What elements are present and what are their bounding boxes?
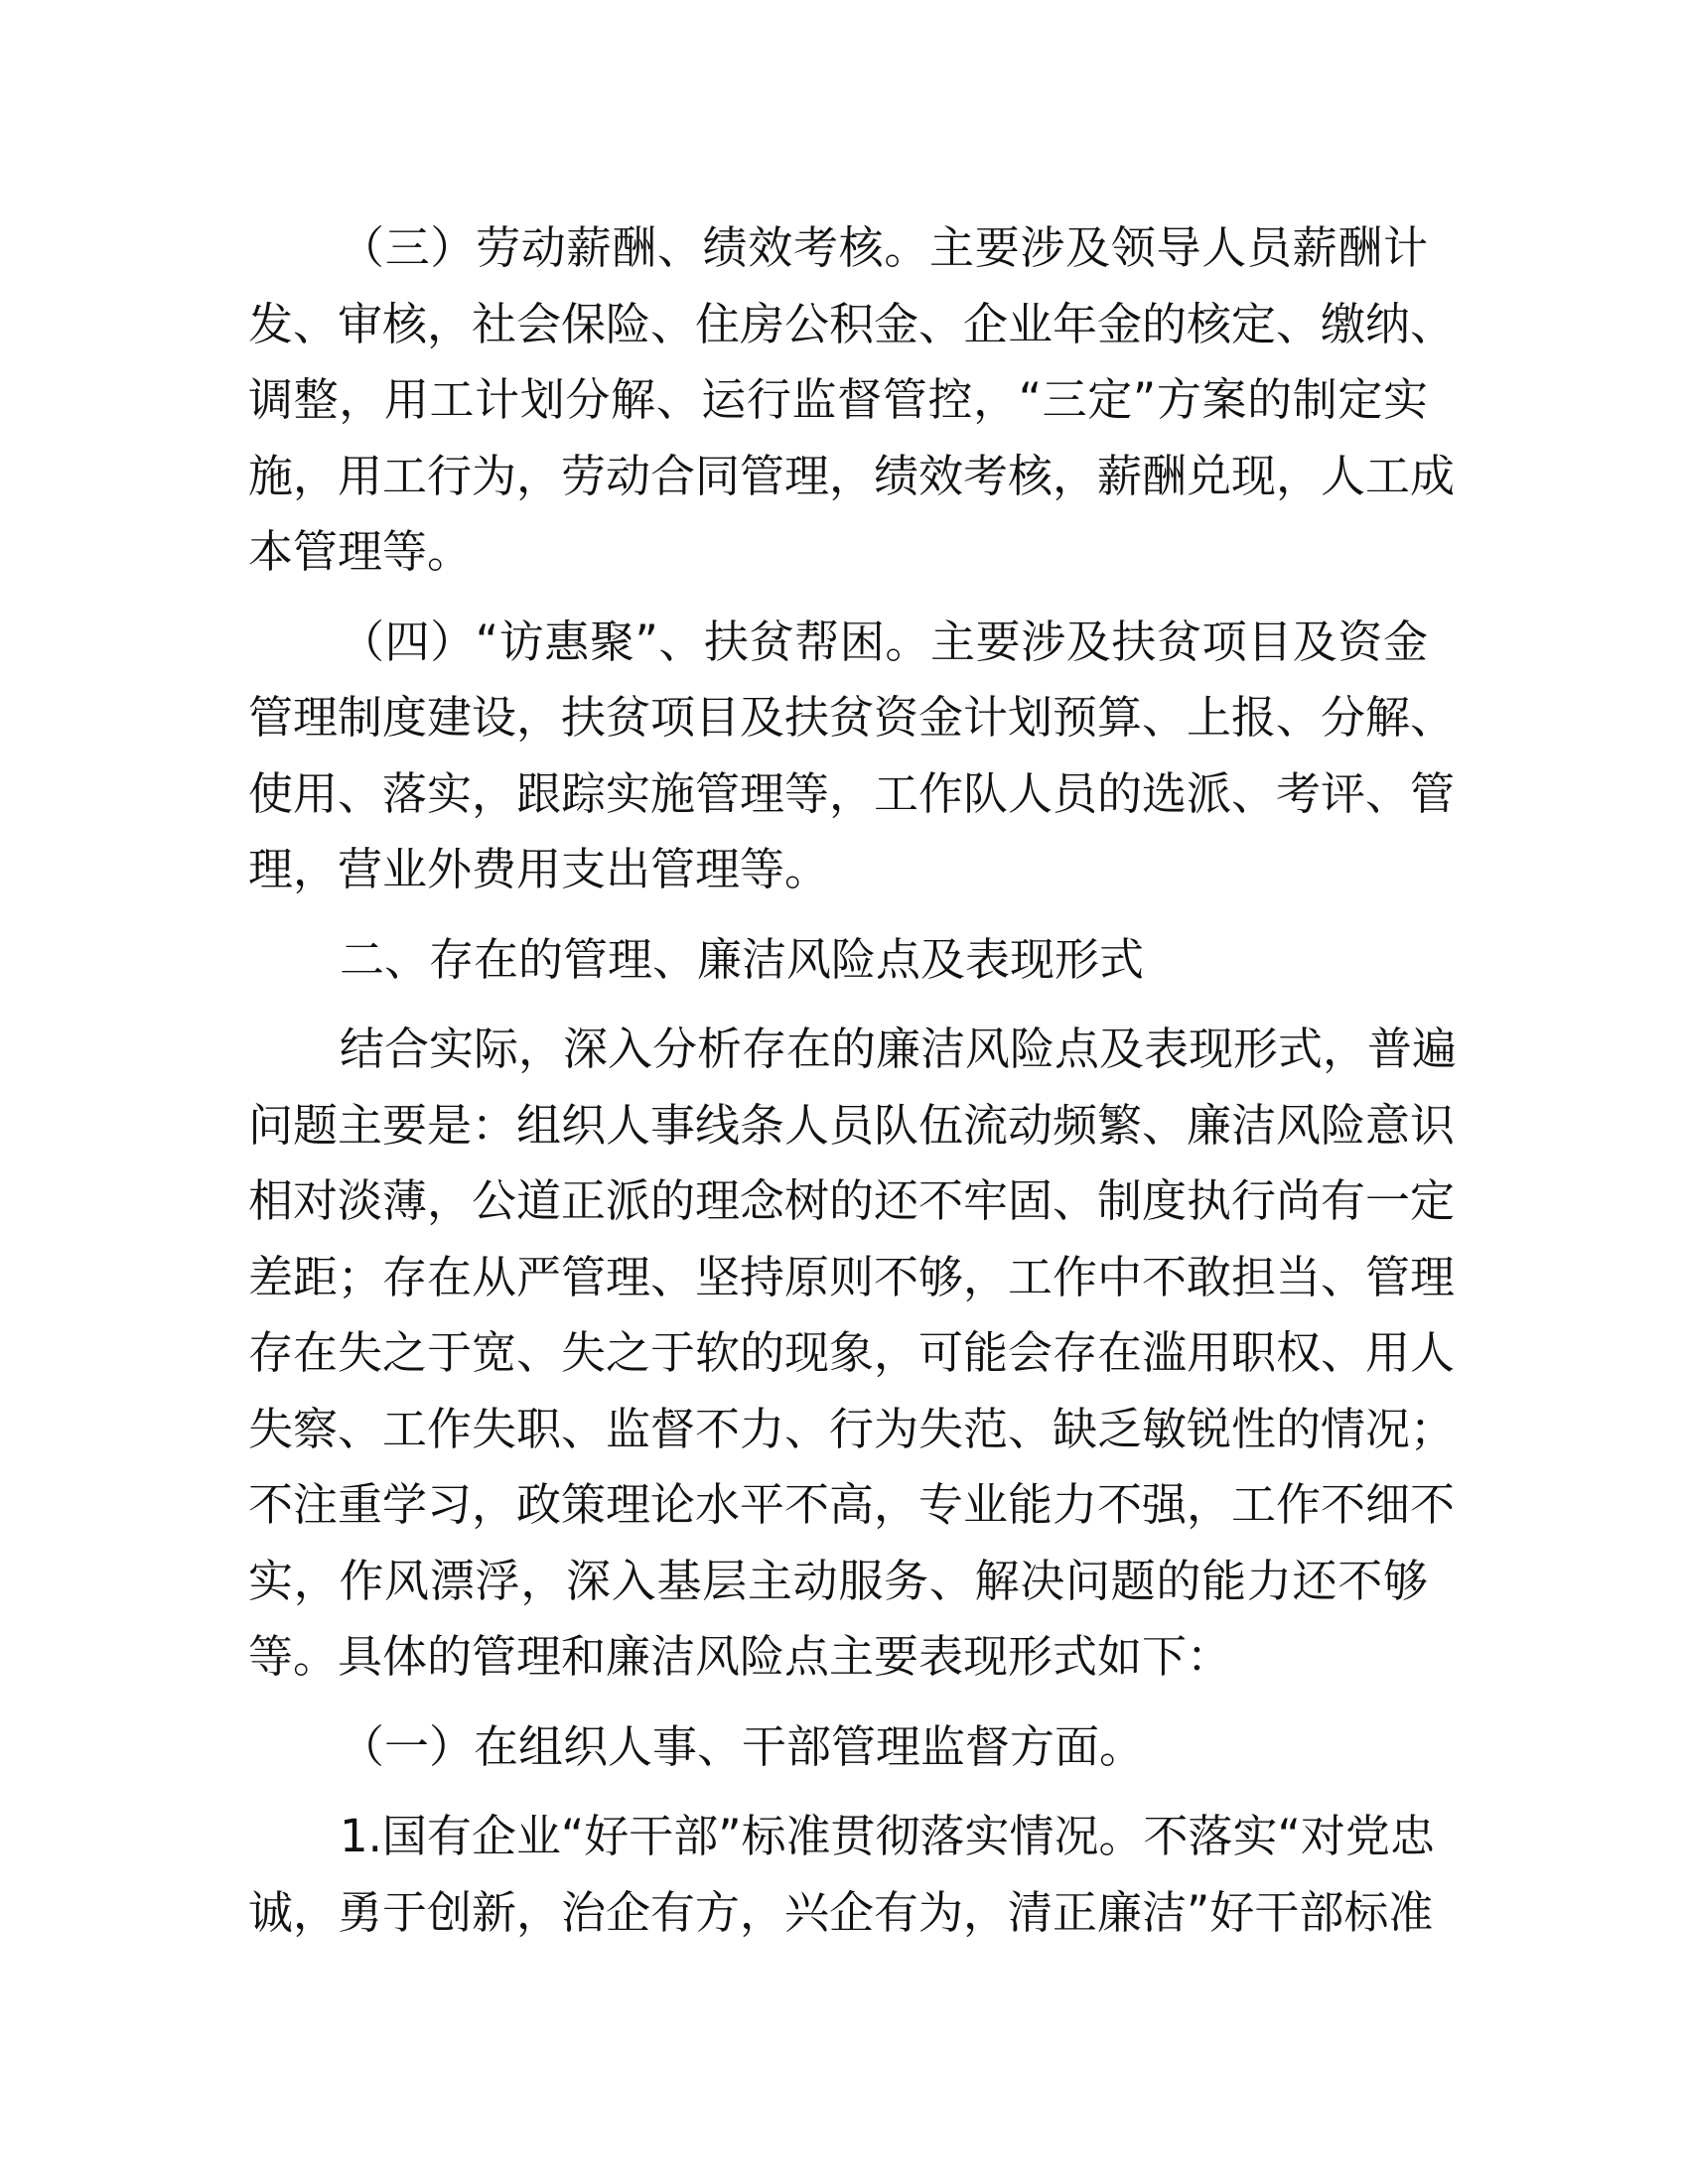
text-line: 调整，用工计划分解、运行监督管控，“三定”方案的制定实 [248,373,1428,426]
text-line: 施，用工行为，劳动合同管理，绩效考核，薪酬兑现，人工成 [248,449,1456,502]
text-line: 实，作风漂浮，深入基层主动服务、解决问题的能力还不够 [248,1554,1428,1607]
text-line: （三）劳动薪酬、绩效考核。主要涉及领导人员薪酬计 [340,221,1428,274]
text-line: （四）“访惠聚”、扶贫帮困。主要涉及扶贫项目及资金 [340,614,1428,668]
text-line: 管理制度建设，扶贫项目及扶贫资金计划预算、上报、分解、 [248,691,1456,744]
paragraph-p2 [248,605,1456,908]
text-line: 本管理等。 [248,525,473,578]
text-line: 结合实际，深入分析存在的廉洁风险点及表现形式，普遍 [340,1023,1458,1075]
paragraph-p6 [248,1799,1435,1951]
text-line: 二、存在的管理、廉洁风险点及表现形式 [340,932,1145,986]
text-line: 失察、工作失职、监督不力、行为失范、缺乏敏锐性的情况； [248,1402,1456,1455]
text-line: 诚，勇于创新，治企有方，兴企有为，清正廉洁”好干部标准 [248,1885,1434,1939]
paragraph-p4 [248,1012,1458,1696]
paragraph-p5 [248,1709,1428,1786]
document-body [248,210,1458,1965]
paragraph-p1 [248,210,1456,591]
text-line: 相对淡薄，公道正派的理念树的还不牢固、制度执行尚有一定 [248,1174,1456,1227]
text-line: 理，营业外费用支出管理等。 [248,843,830,895]
text-line: 1.国有企业“好干部”标准贯彻落实情况。不落实“对党忠 [340,1810,1435,1862]
text-line: 问题主要是：组织人事线条人员队伍流动频繁、廉洁风险意识 [248,1098,1456,1152]
paragraph-p3 [248,922,1428,999]
text-line: 差距；存在从严管理、坚持原则不够，工作中不敢担当、管理 [248,1250,1456,1303]
text-line: 不注重学习，政策理论水平不高，专业能力不强，工作不细不 [248,1478,1456,1531]
text-line: 发、审核，社会保险、住房公积金、企业年金的核定、缴纳、 [248,297,1456,350]
text-line: 存在失之于宽、失之于软的现象，可能会存在滥用职权、用人 [248,1326,1456,1379]
text-line: 使用、落实，跟踪实施管理等，工作队人员的选派、考评、管 [248,766,1456,820]
text-line: 等。具体的管理和廉洁风险点主要表现形式如下： [248,1630,1232,1683]
text-line: （一）在组织人事、干部管理监督方面。 [340,1719,1145,1773]
